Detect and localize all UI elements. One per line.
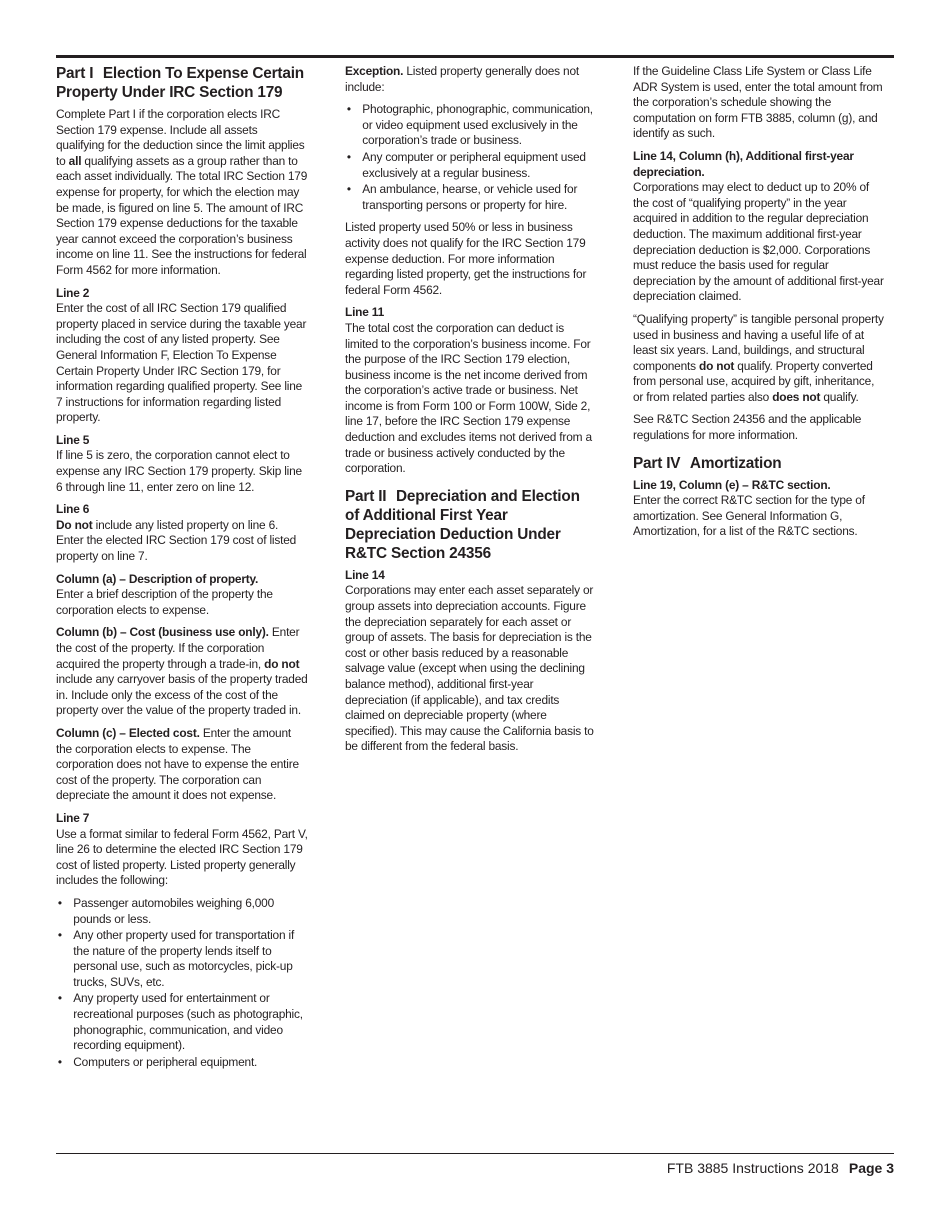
exception-text: Listed property generally does not include: — [345, 64, 580, 94]
listed-property-text: Listed property used 50% or less in business activity does not qualify for the IRC Section 179 expense deduction. For more information regarding listed property, get the instructions for federal Form 4562. — [345, 220, 587, 297]
part4-heading — [633, 454, 885, 473]
line19-heading: Line 19, Column (e) – R&TC section. — [633, 477, 831, 492]
part1-intro-text: Complete Part I if the corporation elects IRC Section 179 expense. Include all assets qualifying for the deduction since the limit applies to — [56, 107, 305, 168]
line11-heading: Line 11 — [345, 305, 384, 320]
column-b-text: Enter the cost of the property. If the corporation acquired the property through a trade-in, — [56, 625, 300, 671]
qualifying-text-1: “Qualifying property” is tangible personal property used in business and having a useful life of at least six years. Land, buildings, and structural components — [633, 311, 884, 373]
part2-label: Part II — [345, 487, 387, 505]
line14-heading: Line 14 — [345, 567, 385, 582]
line14-text: Corporations may enter each asset separately or group assets into depreciation accounts. Figure the depreciation separately for each asset or group of assets. The basis for depreciation is the cost or other basis reduced by a reasonable salvage value (except when using the declining balance method), additional first-year depreciation (if applicable), and tax credits claimed on depreciable property (where specified). This may cause the California basis to be different from the federal basis. — [345, 583, 594, 754]
part2-title: Depreciation and Election of Additional First Year Depreciation Deduction Under R&TC Section 24356 — [345, 487, 580, 562]
list-item: • Passenger automobiles weighing 6,000 pounds or less. — [56, 896, 308, 927]
list-item: • Any property used for entertainment or recreational purposes (such as photographic, phonographic, communication, and video recording equipment). — [56, 991, 308, 1053]
list-item: • An ambulance, hearse, or vehicle used for transporting persons or property for hire. — [345, 182, 597, 213]
list-item: • Any other property used for transportation if the nature of the property lends itself to personal use, such as motorcycles, pick-up trucks, SUVs, etc. — [56, 928, 308, 990]
exception-heading: Exception. — [345, 64, 404, 78]
column-c-text: Enter the amount the corporation elects to expense. The corporation does not have to expense the entire cost of the property. The corporation can depreciate the amount it does not expense. — [56, 725, 299, 803]
line6-heading: Line 6 — [56, 502, 90, 517]
bottom-rule — [56, 1153, 894, 1154]
qualifying-text-3: qualify. — [820, 389, 859, 404]
line6-bold: Do not — [56, 517, 93, 532]
column-c-heading: Column (c) – Elected cost. — [56, 725, 200, 740]
column-b-heading: Column (b) – Cost (business use only). — [56, 625, 269, 640]
list-item: • Any computer or peripheral equipment used exclusively at a regular business. — [345, 150, 597, 181]
line19-text: Enter the correct R&TC section for the type of amortization. See General Information G, Amortization, for a list of the R&TC sections. — [633, 493, 865, 539]
part1-title: Election To Expense Certain Property Under IRC Section 179 — [56, 65, 304, 101]
qualifying-bold-1: do not — [699, 358, 735, 373]
line5-text: If line 5 is zero, the corporation cannot elect to expense any IRC Section 179 property. Skip line 6 through line 11, enter zero on line 12. — [56, 448, 302, 494]
see-rtc-text: See R&TC Section 24356 and the applicable regulations for more information. — [633, 412, 862, 443]
column-b-text-2: include any carryover basis of the property traded in. Include only the excess of the cost of the property over the value of the property traded in. — [56, 672, 308, 718]
line2-text: Enter the cost of all IRC Section 179 qualified property placed in service during the taxable year including the cost of any listed property. See General Information F, Election To Expense Certain Property Under IRC Section 179, for information regarding qualified property. See line 7 instructions for information regarding listed property. — [56, 301, 307, 425]
exception-list — [345, 102, 597, 213]
column-c-paragraph — [56, 726, 308, 804]
page-footer — [667, 1160, 894, 1177]
part4-label: Part IV — [633, 454, 681, 472]
guideline-text: If the Guideline Class Life System or Class Life ADR System is used, enter the total amount from the corporation’s schedule showing the computation on form FTB 3885, column (g), and identify as such. — [633, 64, 883, 141]
line7-text: Use a format similar to federal Form 4562, Part V, line 26 to determine the elected IRC Section 179 cost of listed property. Listed property generally includes the following: — [56, 826, 308, 888]
page-number: Page 3 — [848, 1160, 894, 1176]
line14h-text: Corporations may elect to deduct up to 20% of the cost of “qualifying property” in the year acquired in addition to the regular depreciation deduction. The maximum additional first-year depreciation deduction is $2,000. Corporations must reduce the basis used for regular depreciation by the amount of additional first-year depreciation claimed. — [633, 180, 884, 304]
part1-intro-bold: all — [68, 153, 82, 168]
column-b-paragraph — [56, 625, 308, 719]
column-2 — [345, 64, 597, 762]
column-3 — [633, 64, 885, 547]
part1-intro-text-2: qualifying assets as a group rather than to each asset individually. The total IRC Section 179 expense for property, for which the election may be made, is figured on line 5. The amount of IRC Section 179 expense deductions for the taxable year cannot exceed the corporation’s business income on line 11. See the instructions for federal Form 4562 for more information. — [56, 153, 308, 277]
footer-form: FTB 3885 Instructions 2018 — [666, 1160, 839, 1176]
line11-text: The total cost the corporation can deduct is limited to the corporation’s business income. For the purpose of the IRC Section 179 election, business income is the net income derived from the corporation’s active trade or business. Net income is from Form 100 or Form 100W, Side 2, line 17, before the IRC Section 179 expense deduction and excludes items not derived from a trade or business actively conducted by the corporation. — [345, 320, 592, 476]
list-item: • Computers or peripheral equipment. — [56, 1055, 308, 1071]
column-b-bold: do not — [264, 656, 300, 671]
line6-text — [56, 518, 308, 565]
line14h-heading: Line 14, Column (h), Additional first-year depreciation. — [633, 148, 854, 179]
qualifying-bold-2: does not — [772, 389, 821, 404]
qualifying-property-text — [633, 312, 885, 406]
part4-title: Amortization — [689, 454, 782, 472]
part1-heading — [56, 64, 308, 102]
top-rule — [56, 55, 894, 58]
qualifying-text-2: qualify. Property converted from personal use, acquired by gift, inheritance, or from related parties also — [633, 358, 875, 404]
part2-heading — [345, 487, 597, 563]
column-a-text: Enter a brief description of the property the corporation elects to expense. — [56, 587, 273, 617]
part1-label: Part I — [56, 65, 94, 82]
line5-heading: Line 5 — [56, 432, 90, 447]
part1-intro — [56, 107, 308, 279]
column-1 — [56, 64, 308, 1077]
column-a-heading: Column (a) – Description of property. — [56, 571, 259, 586]
list-item: • Photographic, phonographic, communication, or video equipment used exclusively in the corporation’s trade or business. — [345, 102, 597, 149]
line6-body: include any listed property on line 6. Enter the elected IRC Section 179 cost of listed property on line 7. — [56, 517, 297, 564]
line7-list — [56, 896, 308, 1071]
line2-heading: Line 2 — [56, 285, 90, 300]
line7-heading: Line 7 — [56, 810, 90, 825]
exception-paragraph — [345, 64, 597, 95]
